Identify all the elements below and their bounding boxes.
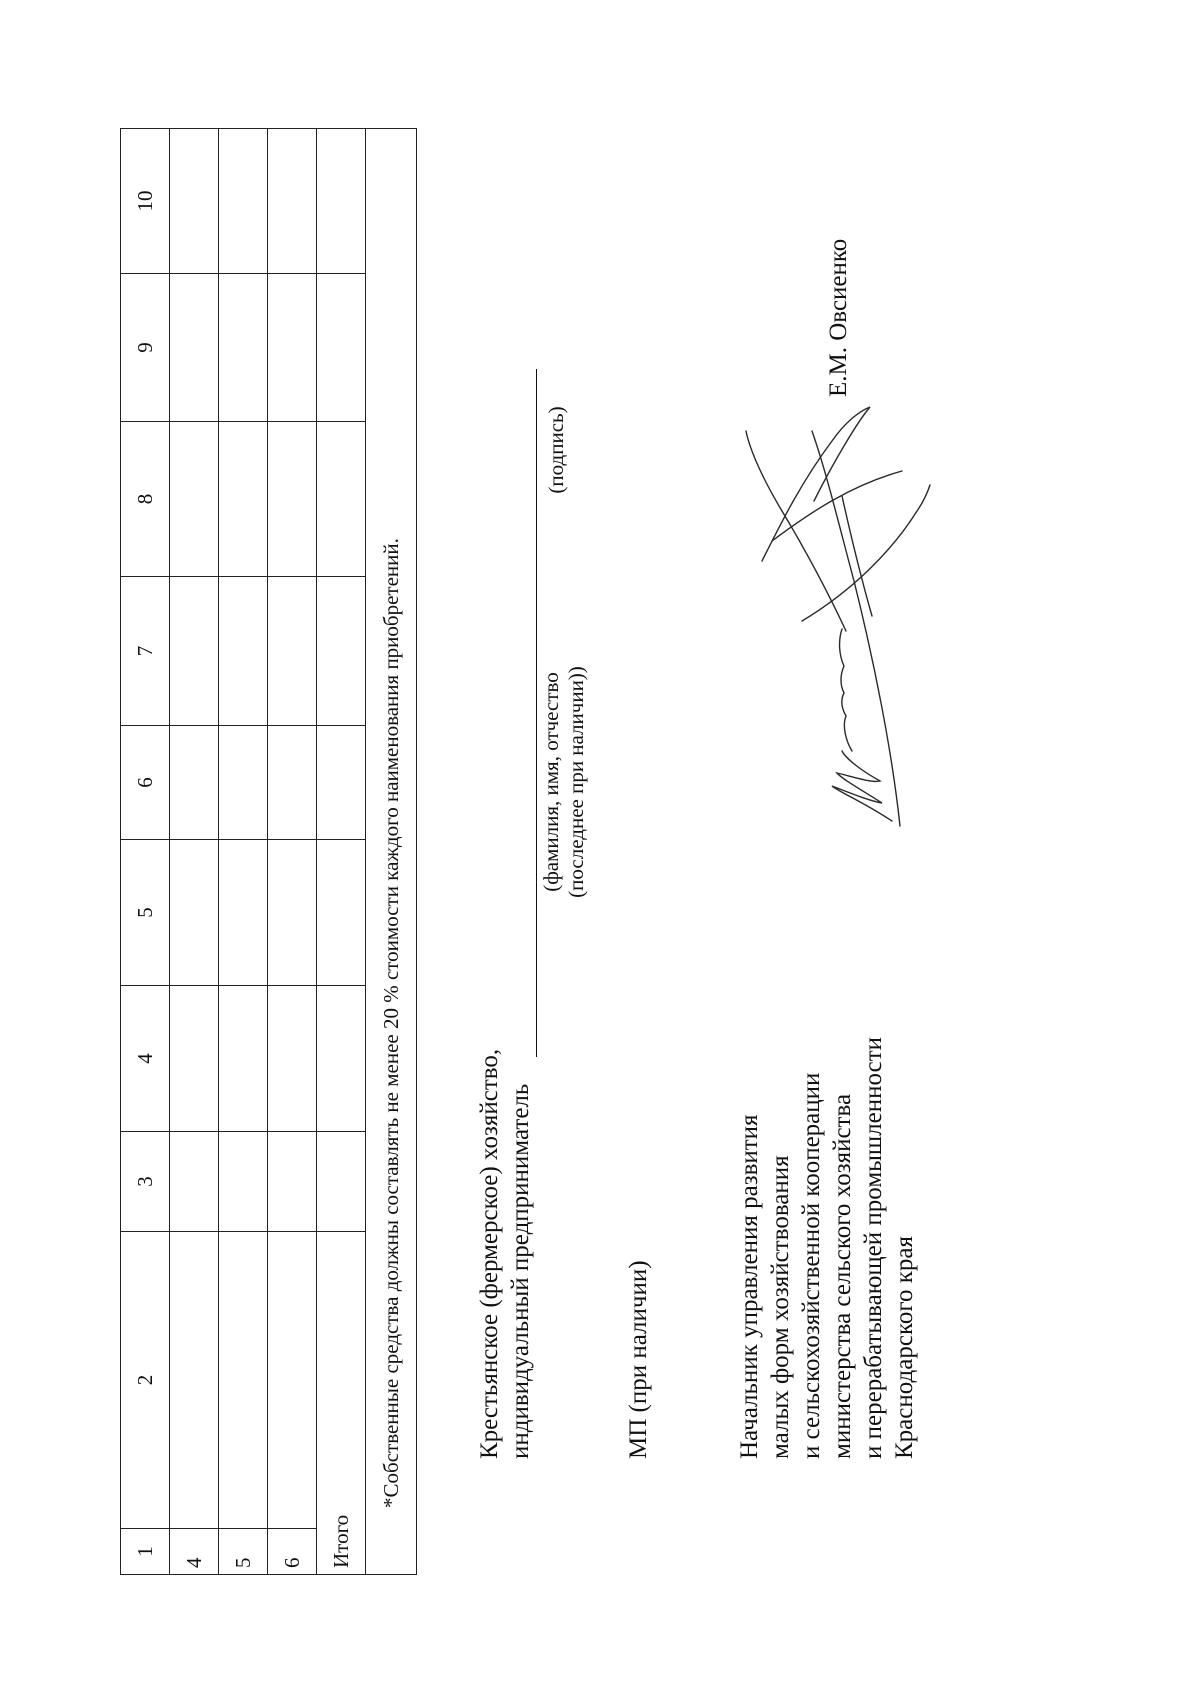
total-label: Итого bbox=[317, 1232, 366, 1575]
signature-caption: (подпись) bbox=[544, 406, 568, 494]
table-note-row bbox=[366, 129, 417, 1575]
official-name: Е.М. Овсиенко bbox=[825, 238, 852, 397]
table-footnote: *Собственные средства должны составлять не менее 20 % стоимости каждого наименования приобретений. bbox=[378, 538, 403, 1508]
official-position: Начальник управления развития малых форм хозяйствования и сельскохозяйственной кооперации министерства сельского хозяйства и перерабатывающей промышленности Краснодарского края bbox=[736, 1036, 918, 1459]
name-caption: (фамилия, имя, отчество (последнее при наличии)) bbox=[539, 666, 588, 898]
table-header-cell: 3 bbox=[121, 1132, 170, 1232]
table-total-row bbox=[317, 129, 366, 1575]
table-header-cell: 6 bbox=[121, 726, 170, 840]
table-header-cell: 9 bbox=[121, 274, 170, 422]
row-number: 5 bbox=[219, 1529, 268, 1575]
row-number: 4 bbox=[170, 1529, 219, 1575]
handwritten-signature bbox=[742, 391, 942, 841]
table-row bbox=[219, 129, 268, 1575]
table-row bbox=[268, 129, 317, 1575]
row-number: 6 bbox=[268, 1529, 317, 1575]
table-header-cell: 4 bbox=[121, 986, 170, 1132]
table-header-cell: 5 bbox=[121, 840, 170, 986]
table-header-cell: 1 bbox=[121, 1529, 170, 1575]
table-header-cell: 10 bbox=[121, 129, 170, 274]
signature-line bbox=[536, 369, 537, 529]
expenses-table bbox=[120, 128, 417, 1575]
table-row bbox=[170, 129, 219, 1575]
applicant-title: Крестьянское (фермерское) хозяйство, индивидуальный предприниматель bbox=[476, 1048, 534, 1459]
table-header-row bbox=[121, 129, 170, 1575]
stamp-label: МП (при наличии) bbox=[625, 1260, 652, 1459]
name-line bbox=[536, 517, 537, 1057]
table-header-cell: 7 bbox=[121, 577, 170, 726]
table-header-cell: 8 bbox=[121, 422, 170, 577]
table-header-cell: 2 bbox=[121, 1232, 170, 1529]
